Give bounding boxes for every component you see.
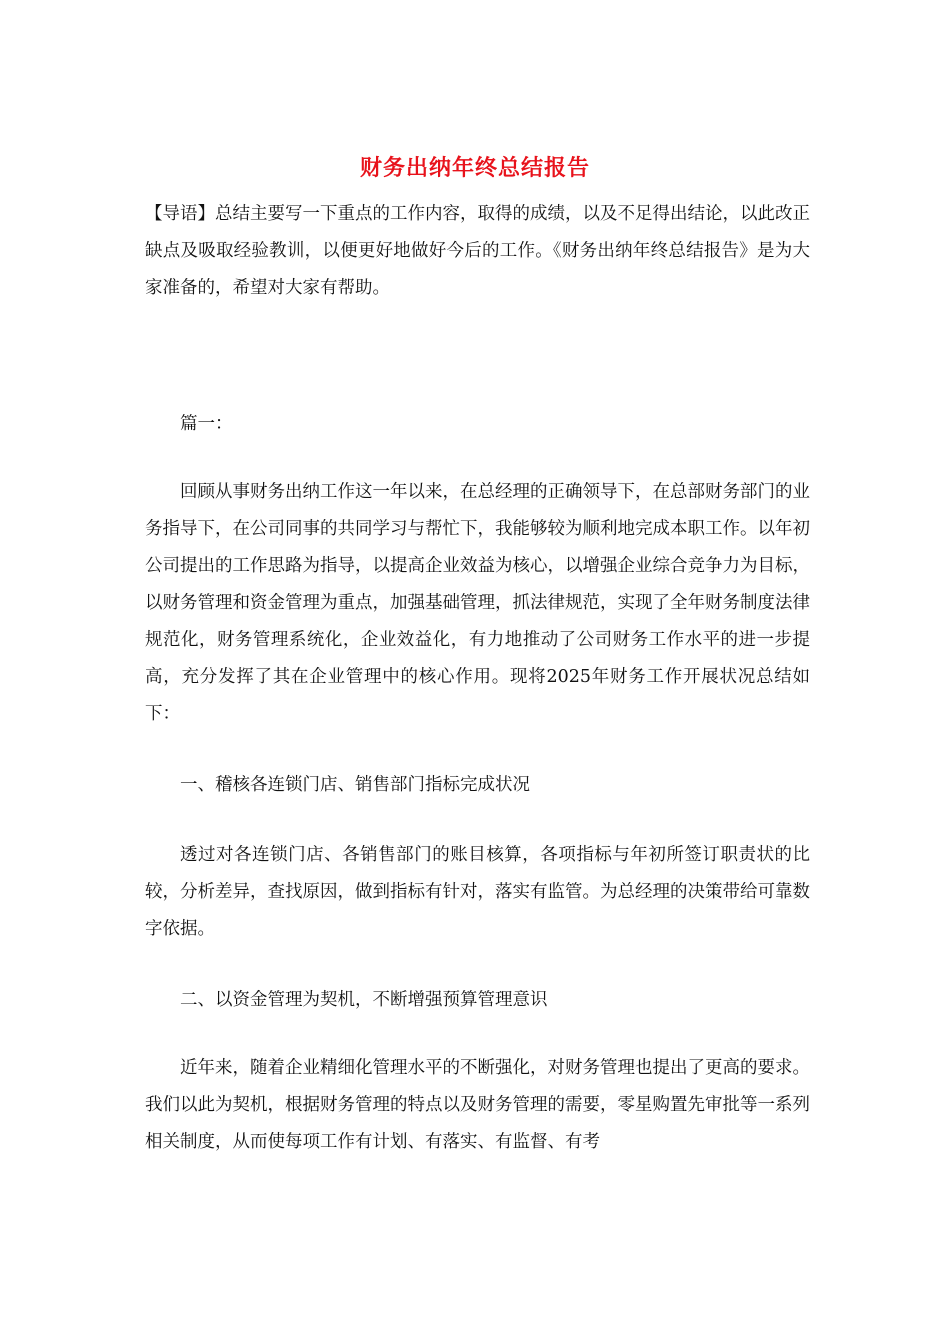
section-heading-1: 一、稽核各连锁门店、销售部门指标完成状况 xyxy=(180,775,530,795)
body-paragraph-2: 透过对各连锁门店、各销售部门的账目核算，各项指标与年初所签订职责状的比较，分析差异，查找原因，做到指标有针对，落实有监管。为总经理的决策带给可靠数字依据。 xyxy=(145,845,810,939)
section-heading-2: 二、以资金管理为契机，不断增强预算管理意识 xyxy=(180,990,548,1010)
body-paragraph-3: 近年来，随着企业精细化管理水平的不断强化，对财务管理也提出了更高的要求。我们以此为契机，根据财务管理的特点以及财务管理的需要，零星购置先审批等一系列相关制度，从而使每项工作有计划、有落实、有监督、有考 xyxy=(145,1058,810,1152)
body-paragraph-1: 回顾从事财务出纳工作这一年以来，在总经理的正确领导下，在总部财务部门的业务指导下，在公司同事的共同学习与帮忙下，我能够较为顺利地完成本职工作。以年初公司提出的工作思路为指导，以提高企业效益为核心，以增强企业综合竞争力为目标，以财务管理和资金管理为重点，加强基础管理，抓法律规范，实现了全年财务制度法律规范化，财务管理系统化，企业效益化，有力地推动了公司财务工作水平的进一步提高，充分发挥了其在企业管理中的核心作用。现将2025年财务工作开展状况总结如下： xyxy=(145,482,810,724)
section-label: 篇一： xyxy=(180,414,233,434)
document-title: 财务出纳年终总结报告 xyxy=(359,155,590,181)
intro-paragraph: 【导语】总结主要写一下重点的工作内容，取得的成绩，以及不足得出结论，以此改正缺点及吸取经验教训，以便更好地做好今后的工作。《财务出纳年终总结报告》是为大家准备的，希望对大家有帮助。 xyxy=(145,204,810,298)
